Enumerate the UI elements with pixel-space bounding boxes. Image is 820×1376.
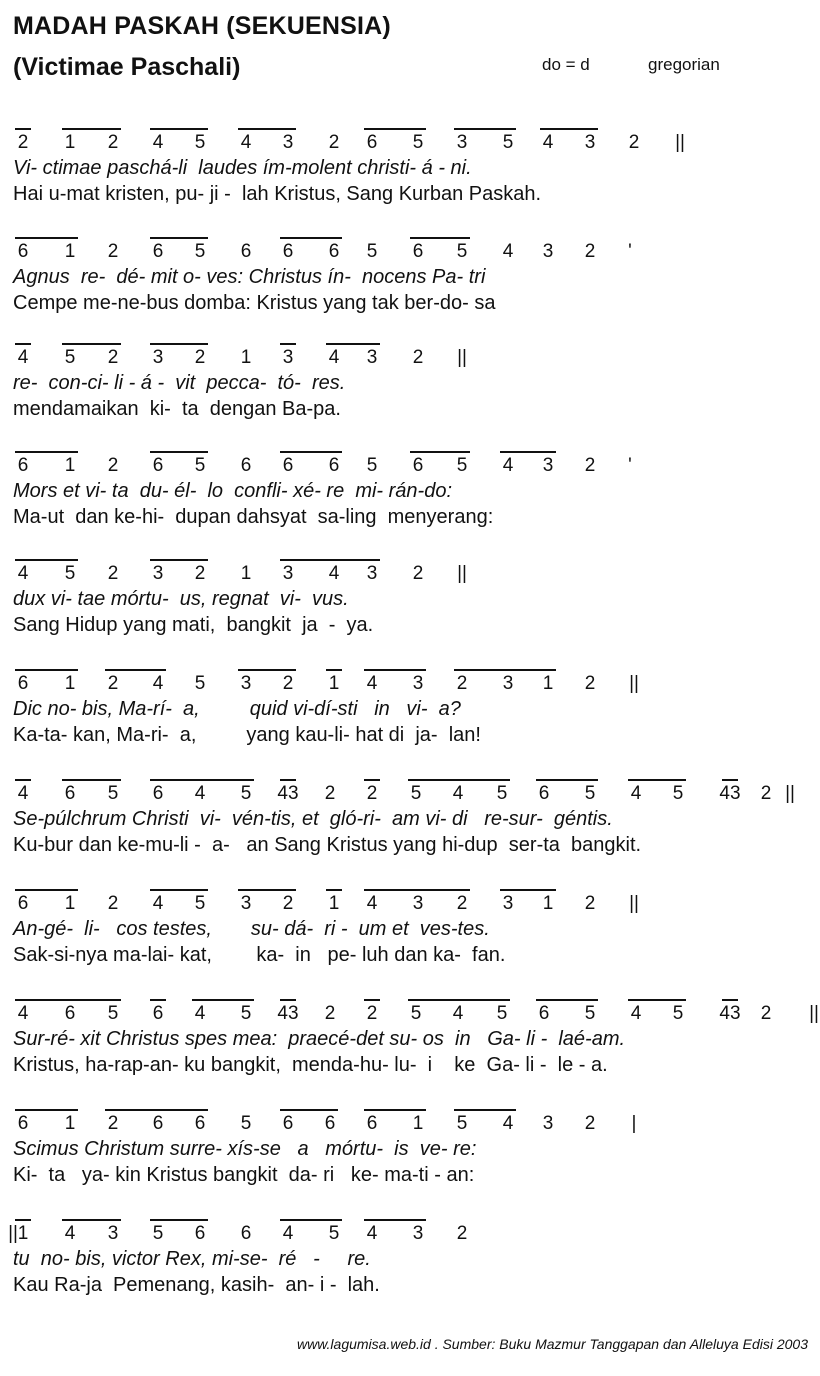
note: 3 — [282, 132, 294, 153]
note: 6 — [152, 241, 164, 262]
note: 4 — [328, 347, 340, 368]
note: 1 — [64, 455, 76, 476]
beam-line — [722, 999, 738, 1001]
note: 6 — [17, 1113, 29, 1134]
beam-line — [105, 669, 166, 671]
note: 5 — [240, 1113, 252, 1134]
note: 2 — [17, 132, 29, 153]
note: 3 — [456, 132, 468, 153]
score-line — [0, 343, 820, 433]
note: 4 — [630, 783, 642, 804]
note: 4 — [328, 563, 340, 584]
note: 1 — [412, 1113, 424, 1134]
beam-line — [15, 779, 31, 781]
note: 43 — [719, 783, 741, 804]
note: 5 — [152, 1223, 164, 1244]
note: 4 — [152, 132, 164, 153]
beam-line — [364, 1109, 426, 1111]
beam-line — [454, 669, 556, 671]
note: 43 — [719, 1003, 741, 1024]
note: 3 — [412, 1223, 424, 1244]
note: 3 — [240, 893, 252, 914]
note: 6 — [324, 1113, 336, 1134]
latin-lyric: Agnus re- dé- mit o- ves: Christus ín- nocens Pa- tri — [13, 266, 486, 288]
score-line — [0, 999, 820, 1089]
note: 3 — [282, 347, 294, 368]
beam-line — [150, 451, 208, 453]
note: 2 — [584, 1113, 596, 1134]
note: 2 — [324, 1003, 336, 1024]
note: 6 — [17, 893, 29, 914]
note: 6 — [17, 455, 29, 476]
note: 6 — [17, 241, 29, 262]
beam-line — [280, 237, 342, 239]
note: 43 — [277, 783, 299, 804]
beam-line — [454, 128, 516, 130]
score-line — [0, 559, 820, 649]
note: 43 — [277, 1003, 299, 1024]
note: 2 — [584, 241, 596, 262]
beam-line — [15, 999, 121, 1001]
beam-line — [280, 1109, 338, 1111]
beam-line — [364, 128, 426, 130]
note: 3 — [412, 893, 424, 914]
note: 6 — [240, 1223, 252, 1244]
beam-line — [150, 779, 254, 781]
note: 5 — [456, 455, 468, 476]
beam-line — [150, 343, 208, 345]
note: 2 — [412, 347, 424, 368]
indonesian-lyric: Ki- ta ya- kin Kristus bangkit da- ri ke- ma-ti - an: — [13, 1164, 475, 1186]
note: 6 — [282, 455, 294, 476]
note: 5 — [194, 893, 206, 914]
note: 6 — [152, 1113, 164, 1134]
indonesian-lyric: Kau Ra-ja Pemenang, kasih- an- i - lah. — [13, 1274, 380, 1296]
latin-lyric: Vi- ctimae paschá-li laudes ím-molent christi- á - ni. — [13, 157, 472, 179]
note: 4 — [630, 1003, 642, 1024]
note: 1 — [328, 893, 340, 914]
note: 5 — [496, 1003, 508, 1024]
beam-line — [500, 889, 556, 891]
note: 6 — [282, 1113, 294, 1134]
note: 2 — [107, 347, 119, 368]
indonesian-lyric: Ka-ta- kan, Ma-ri- a, yang kau-li- hat di ja- lan! — [13, 724, 481, 746]
note: 4 — [542, 132, 554, 153]
note: 3 — [584, 132, 596, 153]
note: 5 — [240, 783, 252, 804]
note: 5 — [240, 1003, 252, 1024]
note: 5 — [328, 1223, 340, 1244]
beam-line — [238, 128, 296, 130]
beam-line — [540, 128, 598, 130]
note: 5 — [64, 563, 76, 584]
score-line — [0, 1109, 820, 1199]
note: 6 — [194, 1223, 206, 1244]
note: 1 — [64, 132, 76, 153]
note: 6 — [366, 132, 378, 153]
note: 2 — [107, 455, 119, 476]
beam-line — [364, 779, 380, 781]
note: 3 — [282, 563, 294, 584]
beam-line — [408, 779, 510, 781]
note: 1 — [542, 673, 554, 694]
note: 3 — [412, 673, 424, 694]
latin-lyric: Dic no- bis, Ma-rí- a, quid vi-dí-sti in vi- a? — [13, 698, 461, 720]
note: 3 — [240, 673, 252, 694]
note: 5 — [410, 1003, 422, 1024]
note: 2 — [324, 783, 336, 804]
indonesian-lyric: Kristus, ha-rap-an- ku bangkit, menda-hu- lu- i ke Ga- li - le - a. — [13, 1054, 608, 1076]
note: 4 — [194, 1003, 206, 1024]
beam-line — [15, 451, 78, 453]
note: 2 — [107, 132, 119, 153]
note: 5 — [366, 455, 378, 476]
note: 6 — [538, 783, 550, 804]
note: 2 — [366, 783, 378, 804]
note: 4 — [194, 783, 206, 804]
note: 3 — [542, 455, 554, 476]
note: 3 — [542, 1113, 554, 1134]
note: 5 — [584, 1003, 596, 1024]
note: 2 — [584, 893, 596, 914]
note: 2 — [584, 673, 596, 694]
latin-lyric: An-gé- li- cos testes, su- dá- ri - um et ves-tes. — [13, 918, 490, 940]
note: 6 — [194, 1113, 206, 1134]
note: 4 — [502, 455, 514, 476]
note: 5 — [672, 783, 684, 804]
beam-line — [628, 999, 686, 1001]
note: 2 — [456, 1223, 468, 1244]
indonesian-lyric: Cempe me-ne-bus domba: Kristus yang tak ber-do- sa — [13, 292, 496, 314]
latin-lyric: Sur-ré- xit Christus spes mea: praecé-det su- os in Ga- li - laé-am. — [13, 1028, 626, 1050]
note: 3 — [107, 1223, 119, 1244]
latin-lyric: tu no- bis, victor Rex, mi-se- ré - re. — [13, 1248, 371, 1270]
beam-line — [150, 1219, 208, 1221]
beam-line — [454, 1109, 516, 1111]
note: 4 — [366, 1223, 378, 1244]
note: 6 — [152, 783, 164, 804]
note: 2 — [760, 783, 772, 804]
note: 5 — [366, 241, 378, 262]
bar-line: || — [629, 673, 639, 694]
note: 6 — [240, 455, 252, 476]
score-line — [0, 1219, 820, 1309]
note: 6 — [240, 241, 252, 262]
note: 5 — [194, 455, 206, 476]
note: 6 — [64, 1003, 76, 1024]
beam-line — [15, 1219, 31, 1221]
note: 5 — [107, 783, 119, 804]
latin-lyric: Se-púlchrum Christi vi- vén-tis, et gló-ri- am vi- di re-sur- géntis. — [13, 808, 613, 830]
note: 4 — [282, 1223, 294, 1244]
note: 6 — [282, 241, 294, 262]
note: 6 — [152, 1003, 164, 1024]
bar-line: | — [631, 1113, 637, 1134]
beam-line — [62, 779, 121, 781]
breath-mark: ' — [628, 455, 632, 476]
note: 4 — [17, 783, 29, 804]
beam-line — [326, 669, 342, 671]
beam-line — [15, 669, 78, 671]
beam-line — [500, 451, 556, 453]
note: 2 — [456, 893, 468, 914]
beam-line — [280, 779, 296, 781]
note: 2 — [282, 673, 294, 694]
note: 2 — [107, 673, 119, 694]
note: 2 — [366, 1003, 378, 1024]
note: 6 — [366, 1113, 378, 1134]
beam-line — [536, 999, 598, 1001]
beam-line — [15, 889, 78, 891]
mode-label: gregorian — [648, 55, 720, 74]
key-signature: do = d — [542, 55, 590, 74]
breath-mark: ' — [628, 241, 632, 262]
beam-line — [326, 343, 380, 345]
note: 6 — [328, 241, 340, 262]
note: 2 — [107, 893, 119, 914]
beam-line — [280, 1219, 342, 1221]
note: 1 — [64, 1113, 76, 1134]
song-subtitle: (Victimae Paschali) — [13, 53, 241, 81]
beam-line — [410, 451, 470, 453]
song-title: MADAH PASKAH (SEKUENSIA) — [13, 12, 391, 40]
note: 1 — [240, 347, 252, 368]
note: 2 — [412, 563, 424, 584]
note: 5 — [64, 347, 76, 368]
note: 3 — [366, 347, 378, 368]
bar-line: || — [785, 783, 795, 804]
note: 1 — [542, 893, 554, 914]
beam-line — [192, 999, 254, 1001]
score-line — [0, 889, 820, 979]
latin-lyric: re- con-ci- li - á - vit pecca- tó- res. — [13, 372, 346, 394]
indonesian-lyric: Ma-ut dan ke-hi- dupan dahsyat sa-ling menyerang: — [13, 506, 494, 528]
latin-lyric: Mors et vi- ta du- él- lo confli- xé- re mi- rán-do: — [13, 480, 453, 502]
source-footer: www.lagumisa.web.id . Sumber: Buku Mazmur Tanggapan dan Alleluya Edisi 2003 — [296, 1336, 808, 1352]
beam-line — [150, 128, 208, 130]
note: 1 — [17, 1223, 29, 1244]
beam-line — [238, 889, 296, 891]
note: 5 — [672, 1003, 684, 1024]
note: 1 — [64, 673, 76, 694]
beam-line — [150, 999, 166, 1001]
note: 5 — [194, 241, 206, 262]
beam-line — [364, 999, 380, 1001]
score-line — [0, 669, 820, 759]
score-line — [0, 128, 820, 218]
beam-line — [280, 451, 342, 453]
beam-line — [15, 343, 31, 345]
beam-line — [150, 237, 208, 239]
note: 6 — [64, 783, 76, 804]
note: 3 — [152, 563, 164, 584]
beam-line — [326, 889, 342, 891]
indonesian-lyric: Ku-bur dan ke-mu-li - a- an Sang Kristus yang hi-dup ser-ta bangkit. — [13, 834, 642, 856]
note: 4 — [17, 1003, 29, 1024]
note: 6 — [412, 241, 424, 262]
note: 5 — [584, 783, 596, 804]
note: 2 — [584, 455, 596, 476]
beam-line — [364, 889, 470, 891]
beam-line — [62, 343, 121, 345]
note: 5 — [194, 132, 206, 153]
bar-line: || — [675, 132, 685, 153]
note: 4 — [152, 893, 164, 914]
note: 2 — [194, 347, 206, 368]
note: 4 — [502, 1113, 514, 1134]
note: 5 — [412, 132, 424, 153]
indonesian-lyric: Sak-si-nya ma-lai- kat, ka- in pe- luh dan ka- fan. — [13, 944, 506, 966]
note: 4 — [17, 347, 29, 368]
note: 2 — [194, 563, 206, 584]
note: 1 — [328, 673, 340, 694]
note: 6 — [538, 1003, 550, 1024]
beam-line — [15, 128, 31, 130]
note: 3 — [502, 673, 514, 694]
note: 4 — [502, 241, 514, 262]
note: 4 — [64, 1223, 76, 1244]
beam-line — [238, 669, 296, 671]
note: 4 — [152, 673, 164, 694]
indonesian-lyric: Sang Hidup yang mati, bangkit ja - ya. — [13, 614, 374, 636]
indonesian-lyric: mendamaikan ki- ta dengan Ba-pa. — [13, 398, 341, 420]
note: 2 — [328, 132, 340, 153]
note: 1 — [240, 563, 252, 584]
score-line — [0, 237, 820, 327]
note: 6 — [152, 455, 164, 476]
note: 1 — [64, 893, 76, 914]
note: 3 — [542, 241, 554, 262]
note: 5 — [107, 1003, 119, 1024]
bar-line: || — [457, 347, 467, 368]
beam-line — [722, 779, 738, 781]
note: 2 — [456, 673, 468, 694]
beam-line — [364, 1219, 426, 1221]
beam-line — [15, 559, 78, 561]
note: 2 — [107, 563, 119, 584]
beam-line — [15, 237, 78, 239]
beam-line — [408, 999, 510, 1001]
note: 4 — [452, 1003, 464, 1024]
beam-line — [280, 343, 296, 345]
score-line — [0, 779, 820, 869]
score-line — [0, 451, 820, 541]
note: 5 — [410, 783, 422, 804]
note: 3 — [152, 347, 164, 368]
note: 6 — [412, 455, 424, 476]
note: 5 — [194, 673, 206, 694]
beam-line — [536, 779, 598, 781]
beam-line — [280, 559, 380, 561]
bar-line: || — [629, 893, 639, 914]
indonesian-lyric: Hai u-mat kristen, pu- ji - lah Kristus, Sang Kurban Paskah. — [13, 183, 542, 205]
note: 2 — [282, 893, 294, 914]
note: 4 — [452, 783, 464, 804]
note: 3 — [502, 893, 514, 914]
beam-line — [628, 779, 686, 781]
note: 6 — [328, 455, 340, 476]
note: 1 — [64, 241, 76, 262]
beam-line — [364, 669, 426, 671]
latin-lyric: dux vi- tae mórtu- us, regnat vi- vus. — [13, 588, 349, 610]
latin-lyric: Scimus Christum surre- xís-se a mórtu- is ve- re: — [13, 1138, 477, 1160]
note: 4 — [17, 563, 29, 584]
note: 5 — [502, 132, 514, 153]
note: 6 — [17, 673, 29, 694]
beam-line — [410, 237, 470, 239]
note: 2 — [107, 1113, 119, 1134]
beam-line — [280, 999, 296, 1001]
note: 2 — [107, 241, 119, 262]
note: 2 — [760, 1003, 772, 1024]
note: 4 — [366, 673, 378, 694]
beam-line — [62, 1219, 121, 1221]
note: 3 — [366, 563, 378, 584]
bar-line: || — [8, 1223, 18, 1244]
beam-line — [150, 559, 208, 561]
beam-line — [150, 889, 208, 891]
note: 5 — [456, 1113, 468, 1134]
bar-line: || — [809, 1003, 819, 1024]
note: 4 — [240, 132, 252, 153]
note: 4 — [366, 893, 378, 914]
note: 5 — [496, 783, 508, 804]
beam-line — [105, 1109, 208, 1111]
note: 5 — [456, 241, 468, 262]
beam-line — [15, 1109, 78, 1111]
note: 2 — [628, 132, 640, 153]
beam-line — [62, 128, 121, 130]
bar-line: || — [457, 563, 467, 584]
